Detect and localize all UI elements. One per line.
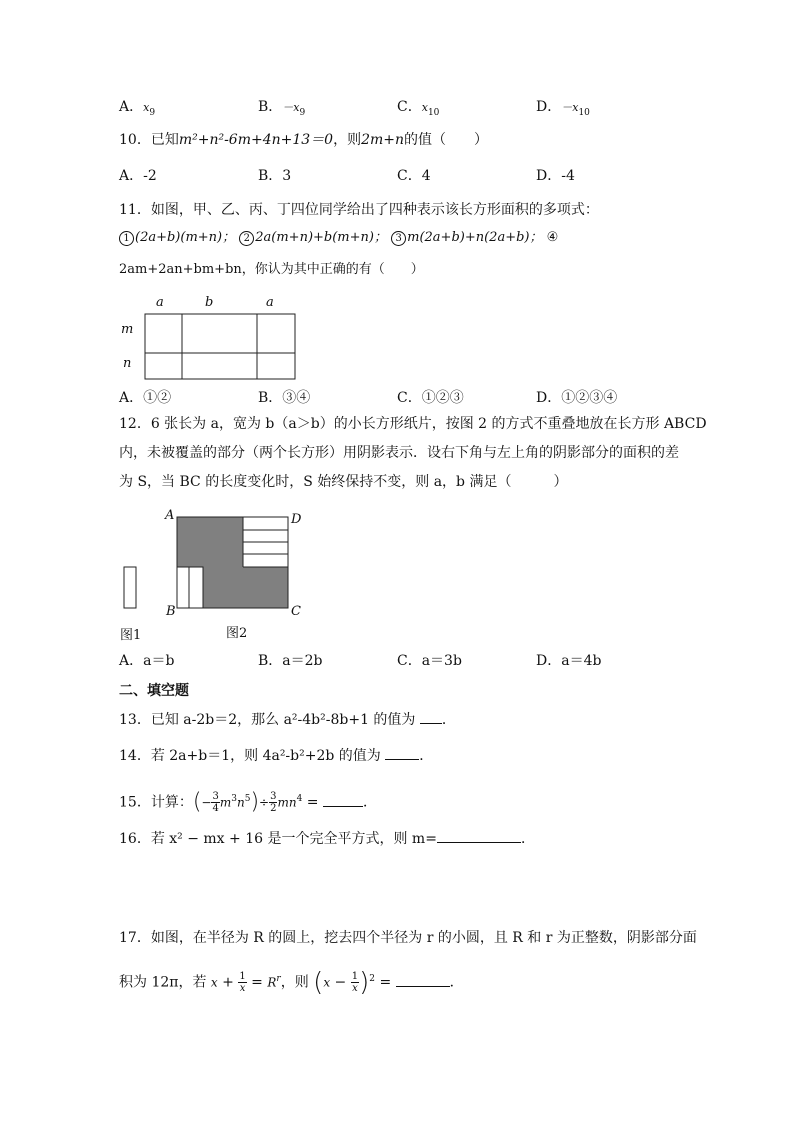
q12-label-B: B (166, 604, 176, 619)
q11-question: 11．如图，甲、乙、丙、丁四位同学给出了四种表示该长方形面积的多项式： (119, 202, 599, 218)
q11-label-b: b (205, 295, 214, 310)
q12-option-a: A．a＝b (119, 653, 175, 669)
q12-line1: 12．6 张长为 a，宽为 b（a＞b）的小长方形纸片，按图 2 的方式不重叠地放在长方形 ABCD (119, 416, 707, 432)
q9-option-a: A．$x_9$ (119, 99, 156, 118)
q10-option-b: B．3 (258, 168, 292, 184)
q10-option-c: C．4 (397, 168, 431, 184)
q11-option-c: C．①②③ (397, 390, 464, 406)
q12-figure1-strip (123, 566, 139, 610)
q9-option-c: C．$x_{10}$ (397, 99, 440, 118)
q17-answer-blank[interactable] (396, 972, 450, 987)
q12-line3: 为 S，当 BC 的长度变化时，S 始终保持不变，则 a，b 满足（ ） (119, 474, 568, 490)
q13-answer-blank[interactable] (420, 709, 442, 724)
q9-option-b: B．$-x_9$ (258, 99, 306, 118)
q11-label-n: n (123, 356, 132, 371)
q10-question: 10．已知m²+n²-6m+4n+13＝0，则2m+n的值（ ） (119, 132, 489, 148)
q11-option-d: D．①②③④ (536, 390, 618, 406)
q11-line3: 2am+2an+bm+bn，你认为其中正确的有（ ） (119, 262, 424, 277)
q14-question: 14．若 2a+b＝1，则 4a²-b²+2b 的值为 ． (119, 745, 433, 766)
q12-figure2-rect (176, 516, 292, 610)
q12-label-C: C (291, 604, 301, 619)
q17-line2: 积为 12π，若 x + $\frac{1}{x}$ = $R^r$，则 (x − $\frac{1}{x}$ )$^2$ = ． (119, 967, 464, 998)
q12-label-D: D (291, 512, 302, 527)
q15-question: 15．计算：(− $\frac{3}{4}$ $m^3n^5)\div$ $\frac{3}{2}$ $mn^4$ = ． (119, 789, 377, 815)
q12-option-c: C．a＝3b (397, 653, 462, 669)
q12-option-d: D．a＝4b (536, 653, 602, 669)
q11-label-a1: a (156, 295, 164, 310)
q9-option-d: D．$-x_{10}$ (536, 99, 590, 118)
q16-answer-blank[interactable] (437, 828, 521, 843)
q12-option-b: B．a＝2b (258, 653, 323, 669)
q12-label-A: A (165, 508, 175, 523)
section-fill-in-title: 二、填空题 (119, 683, 189, 699)
q16-question: 16．若 x² − mx + 16 是一个完全平方式，则 m= ． (119, 828, 535, 849)
q15-answer-blank[interactable] (323, 792, 363, 807)
q10-option-d: D．-4 (536, 168, 575, 184)
q11-option-a: A．①② (119, 390, 172, 406)
q11-label-m: m (121, 322, 134, 337)
q14-answer-blank[interactable] (385, 745, 419, 760)
q11-polynomials: 1 (2a+b)(m+n)； 2 2a(m+n)+b(m+n)； 3 m(2a+b)+n(2a+b)； ④ (119, 228, 558, 248)
q12-line2: 内，未被覆盖的部分（两个长方形）用阴影表示．设右下角与左上角的阴影部分的面积的差 (119, 445, 679, 461)
q12-label-fig1: 图1 (120, 628, 142, 643)
q11-label-a2: a (266, 295, 274, 310)
q10-option-a: A．-2 (119, 168, 157, 184)
q13-question: 13．已知 a-2b＝2，那么 a²-4b²-8b+1 的值为 ． (119, 709, 456, 730)
q12-label-fig2: 图2 (226, 626, 248, 641)
q11-rectangle-grid (144, 313, 297, 381)
q17-line1: 17．如图，在半径为 R 的圆上，挖去四个半径为 r 的小圆，且 R 和 r 为正整数，阴影部分面 (119, 930, 697, 946)
q11-option-b: B．③④ (258, 390, 311, 406)
